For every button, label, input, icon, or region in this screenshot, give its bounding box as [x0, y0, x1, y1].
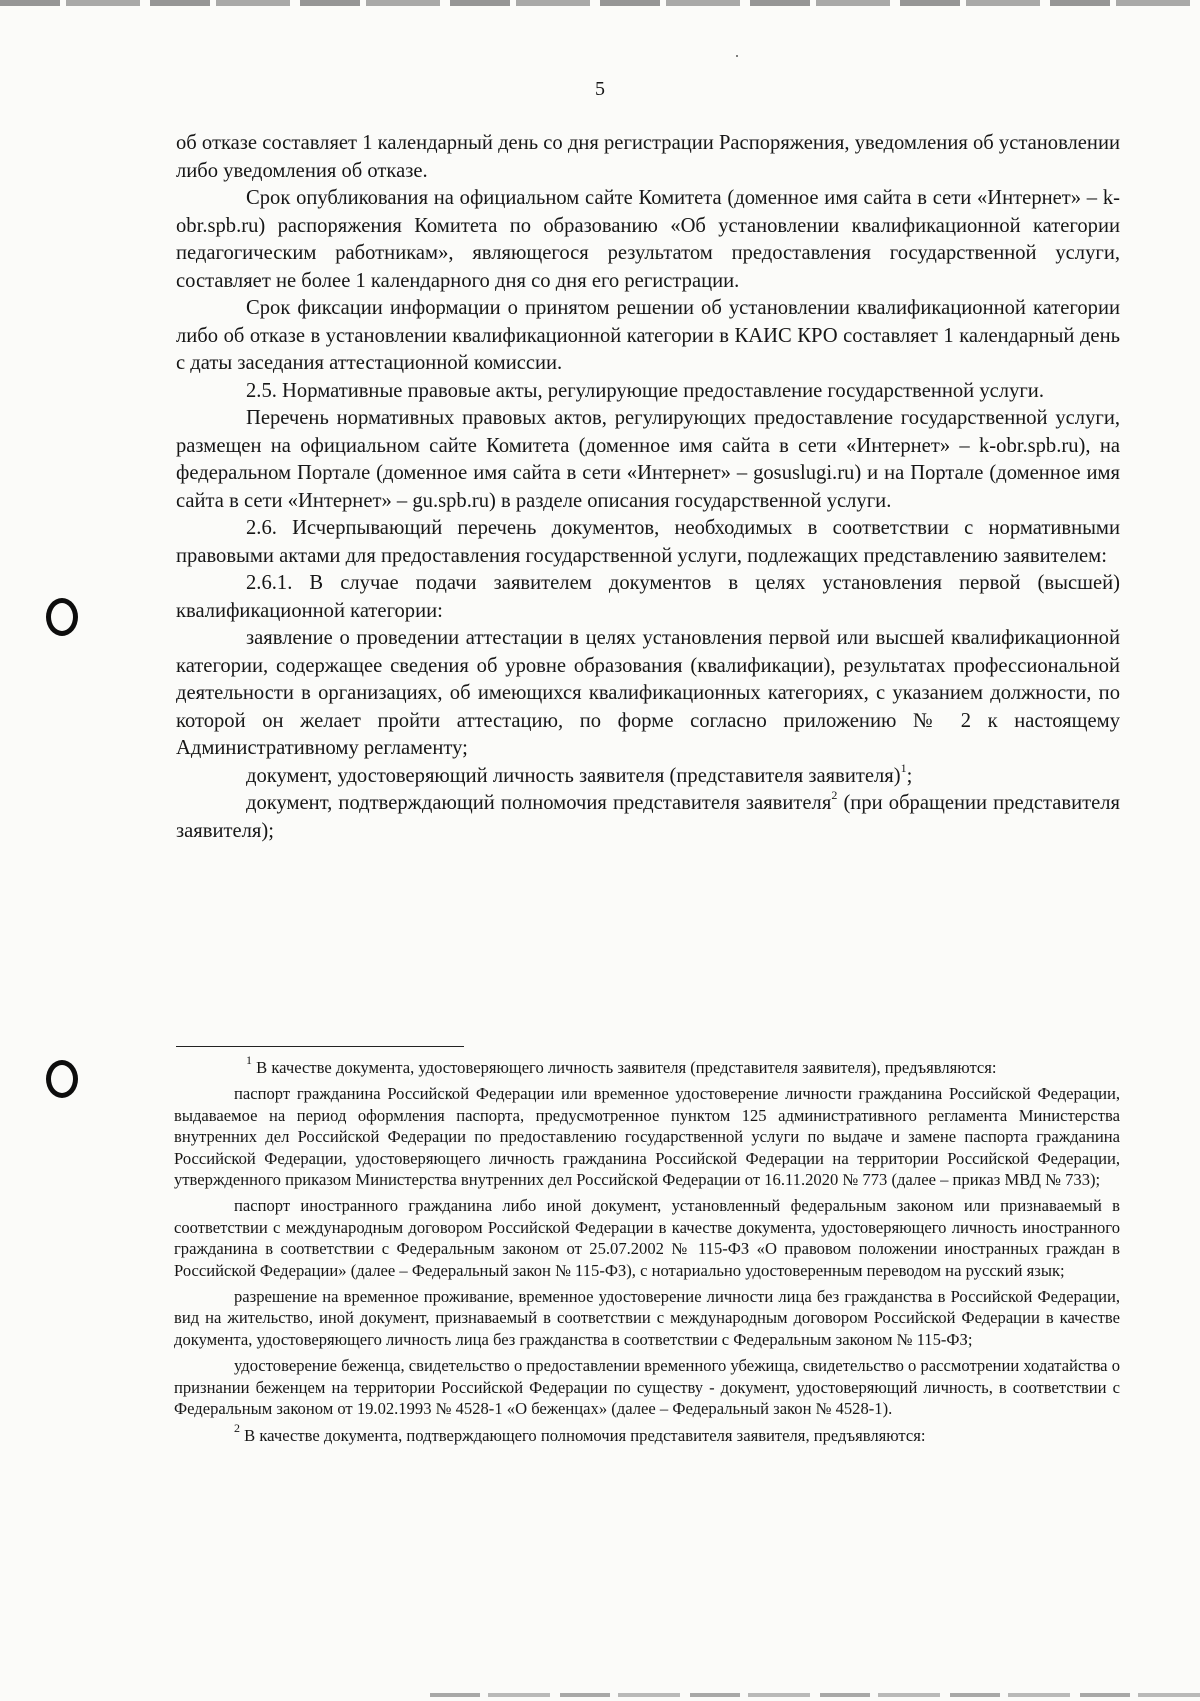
footnote-ref-2: 2	[831, 788, 838, 803]
footnote-item: паспорт гражданина Российской Федерации или временное удостоверение личности гражданина Российской Федерации, выдаваемое на период оформления паспорта, предусмотренное пунктом 125 административного регламента Министерства внутренних дел Российской Федерации по предоставлению государственной услуги по выдаче и замене паспорта гражданина Российской Федерации, удостоверяющего личность гражданина Российской Федерации на территории Российской Федерации, утвержденного приказом Министерства внутренних дел Российской Федерации от 16.11.2020 № 773 (далее – приказ МВД № 733);	[174, 1084, 1120, 1190]
page-number: 5	[595, 78, 605, 100]
paragraph: Срок опубликования на официальном сайте Комитета (доменное имя сайта в сети «Интернет» – k-obr.spb.ru) распоряжения Комитета по образованию «Об установлении квалификационной категории педагогическим работникам», являющегося результатом предоставления государственной услуги, составляет не более 1 календарного дня со дня его регистрации.	[176, 187, 1120, 292]
punch-hole-upper	[46, 598, 78, 636]
footnote-item: разрешение на временное проживание, временное удостоверение личности лица без гражданства в Российской Федерации, вид на жительство, иной документ, признаваемый в соответствии с международным договором Российской Федерации в качестве документа, удостоверяющего личность лица без гражданства в соответствии с Федеральным законом № 115-ФЗ;	[174, 1287, 1120, 1349]
paragraph-with-footnote-2	[176, 790, 1120, 845]
footnotes	[174, 1053, 1120, 1451]
paragraph: 2.5. Нормативные правовые акты, регулирующие предоставление государственной услуги.	[246, 379, 1044, 402]
footnote-separator	[176, 1046, 464, 1047]
paragraph-text: (при обращении представителя заявителя);	[176, 792, 1120, 842]
footnote-1-intro	[174, 1053, 1120, 1078]
scan-speck	[736, 55, 738, 57]
footnote-item: паспорт иностранного гражданина либо иной документ, установленный федеральным законом или признаваемый в соответствии с международным договором Российской Федерации в качестве документа, удостоверяющего личность иностранного гражданина в соответствии с Федеральным законом от 25.07.2002 № 115-ФЗ «О правовом положении иностранных граждан в Российской Федерации» (далее – Федеральный закон № 115-ФЗ), с нотариально удостоверенным переводом на русский язык;	[174, 1196, 1120, 1280]
paragraph: заявление о проведении аттестации в целях установления первой или высшей квалификационной категории, содержащее сведения об уровне образования (квалификации), результатах профессиональной деятельности в организациях, об имеющихся квалификационных категориях, с указанием должности, по которой он желает пройти аттестацию, по форме согласно приложению № 2 к настоящему Административному регламенту;	[176, 627, 1120, 759]
paragraph: Срок фиксации информации о принятом решении об установлении квалификационной категории либо об отказе в установлении квалификационной категории в КАИС КРО составляет 1 календарный день с даты заседания аттестационной комиссии.	[176, 297, 1120, 374]
footnote-ref-1: 1	[900, 760, 907, 775]
footnote-mark-1: 1	[246, 1053, 252, 1068]
footnote-text: В качестве документа, подтверждающего полномочия представителя заявителя, предъявляются:	[244, 1425, 926, 1445]
footnote-item: удостоверение беженца, свидетельство о предоставлении временного убежища, свидетельство о рассмотрении ходатайства о признании беженцем на территории Российской Федерации по существу - документ, удостоверяющий личность, в соответствии с Федеральным законом от 19.02.1993 № 4528-1 «О беженцах» (далее – Федеральный закон № 4528-1).	[174, 1356, 1120, 1419]
scan-edge-artifact-bottom	[430, 1693, 1200, 1697]
paragraph-text: документ, подтверждающий полномочия представителя заявителя	[246, 792, 832, 814]
footnote-2	[174, 1420, 1120, 1446]
scan-edge-artifact-top	[0, 0, 1200, 6]
paragraph: 2.6.1. В случае подачи заявителем документов в целях установления первой (высшей) квалификационной категории:	[176, 572, 1120, 622]
paragraph-text: документ, удостоверяющий личность заявителя (представителя заявителя)	[246, 764, 901, 787]
paragraph: Перечень нормативных правовых актов, регулирующих предоставление государственной услуги, размещен на официальном сайте Комитета (доменное имя сайта в сети «Интернет» – k-obr.spb.ru), на федеральном Портале (доменное имя сайта в сети «Интернет» – gosuslugi.ru) и на Портале (доменное имя сайта в сети «Интернет» – gu.spb.ru) в разделе описания государственной услуги.	[176, 407, 1120, 512]
paragraph-with-footnote-1	[176, 760, 1120, 791]
punch-hole-lower	[46, 1060, 78, 1098]
main-text	[176, 130, 1120, 845]
paragraph: 2.6. Исчерпывающий перечень документов, необходимых в соответствии с нормативными правовыми актами для предоставления государственной услуги, подлежащих представлению заявителем:	[176, 517, 1120, 567]
footnote-mark-2: 2	[234, 1420, 240, 1435]
paragraph-text: ;	[906, 764, 913, 787]
paragraph: об отказе составляет 1 календарный день со дня регистрации Распоряжения, уведомления об установлении либо уведомления об отказе.	[176, 132, 1120, 182]
footnote-text: В качестве документа, удостоверяющего личность заявителя (представителя заявителя), предъявляются:	[256, 1058, 997, 1077]
